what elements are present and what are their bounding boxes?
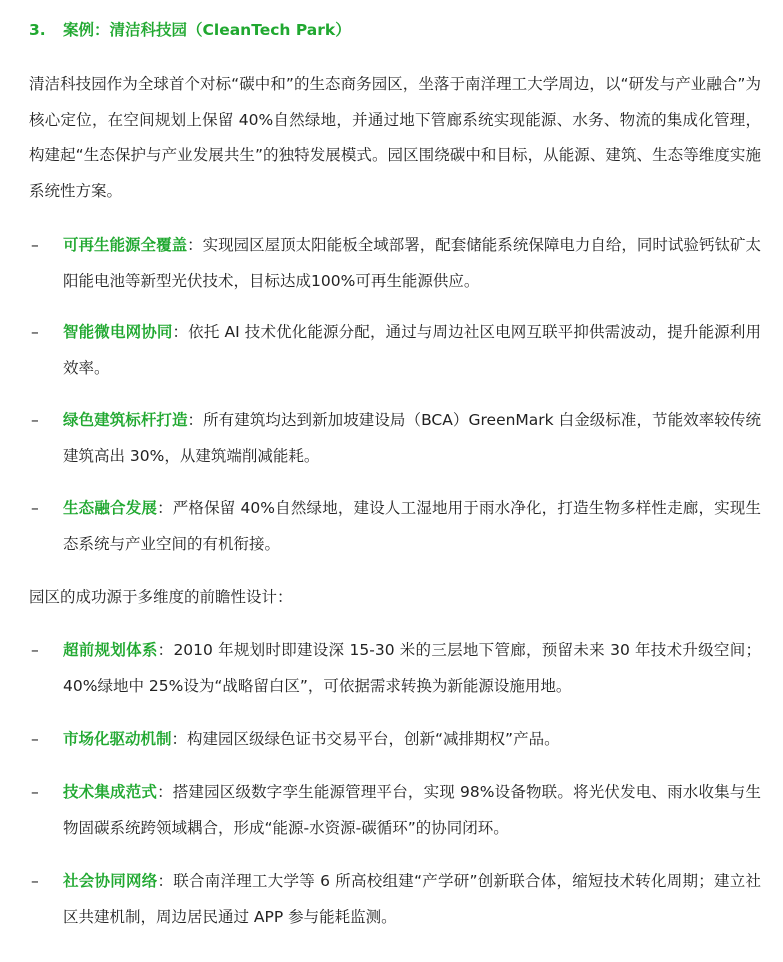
transition-paragraph: 园区的成功源于多维度的前瞻性设计：	[29, 588, 293, 606]
list-item	[29, 722, 761, 758]
section-number: 3.	[29, 21, 46, 39]
bullet-dash: –	[31, 730, 39, 748]
item-text: ：实现园区屋顶太阳能板全域部署，配套储能系统保障电力自给，同时试验钙钛矿太阳能电池等新型光伏技术，目标达成100%可再生能源供应。	[63, 236, 761, 290]
list-item	[29, 864, 761, 935]
list-item	[29, 403, 761, 474]
section-heading	[29, 18, 351, 40]
item-keyword: 市场化驱动机制	[63, 730, 172, 748]
list-item	[29, 315, 761, 386]
list-item	[29, 775, 761, 846]
list-item	[29, 633, 761, 704]
item-keyword: 可再生能源全覆盖	[63, 236, 188, 254]
bullet-dash: –	[31, 499, 39, 517]
item-text: ：所有建筑均达到新加坡建设局（BCA）GreenMark 白金级标准，节能效率较传统建筑高出 30%，从建筑端削减能耗。	[63, 411, 761, 465]
bullet-dash: –	[31, 236, 39, 254]
list-item	[29, 491, 761, 562]
item-text: ：严格保留 40%自然绿地，建设人工湿地用于雨水净化，打造生物多样性走廊，实现生态系统与产业空间的有机衔接。	[63, 499, 761, 553]
intro-paragraph: 清洁科技园作为全球首个对标“碳中和”的生态商务园区，坐落于南洋理工大学周边，以“研发与产业融合”为核心定位，在空间规划上保留 40%自然绿地，并通过地下管廊系统实现能源、水务、物流的集成化管理，构建起“生态保护与产业发展共生”的独特发展模式。园区围绕碳中和目标，从能源、建筑、生态等维度实施系统性方案。	[29, 75, 761, 200]
bullet-dash: –	[31, 411, 39, 429]
item-keyword: 超前规划体系	[63, 641, 158, 659]
item-keyword: 绿色建筑标杆打造	[63, 411, 188, 429]
list-item	[29, 228, 761, 299]
item-text: ：构建园区级绿色证书交易平台，创新“减排期权”产品。	[171, 730, 560, 748]
item-keyword: 生态融合发展	[63, 499, 158, 517]
item-text: ：依托 AI 技术优化能源分配，通过与周边社区电网互联平抑供需波动，提升能源利用效率。	[63, 323, 761, 377]
item-keyword: 智能微电网协同	[63, 323, 173, 341]
bullet-dash: –	[31, 783, 39, 801]
item-keyword: 社会协同网络	[63, 872, 158, 890]
bullet-dash: –	[31, 323, 39, 341]
item-text: ：搭建园区级数字孪生能源管理平台，实现 98%设备物联。将光伏发电、雨水收集与生物固碳系统跨领域耦合，形成“能源-水资源-碳循环”的协同闭环。	[63, 783, 761, 837]
item-text: ：联合南洋理工大学等 6 所高校组建“产学研”创新联合体，缩短技术转化周期；建立社区共建机制，周边居民通过 APP 参与能耗监测。	[63, 872, 761, 926]
bullet-dash: –	[31, 641, 39, 659]
item-keyword: 技术集成范式	[63, 783, 158, 801]
bullet-dash: –	[31, 872, 39, 890]
section-title: 案例：清洁科技园（CleanTech Park）	[63, 21, 351, 39]
item-text: ：2010 年规划时即建设深 15-30 米的三层地下管廊，预留未来 30 年技术升级空间；40%绿地中 25%设为“战略留白区”，可依据需求转换为新能源设施用地。	[63, 641, 761, 695]
